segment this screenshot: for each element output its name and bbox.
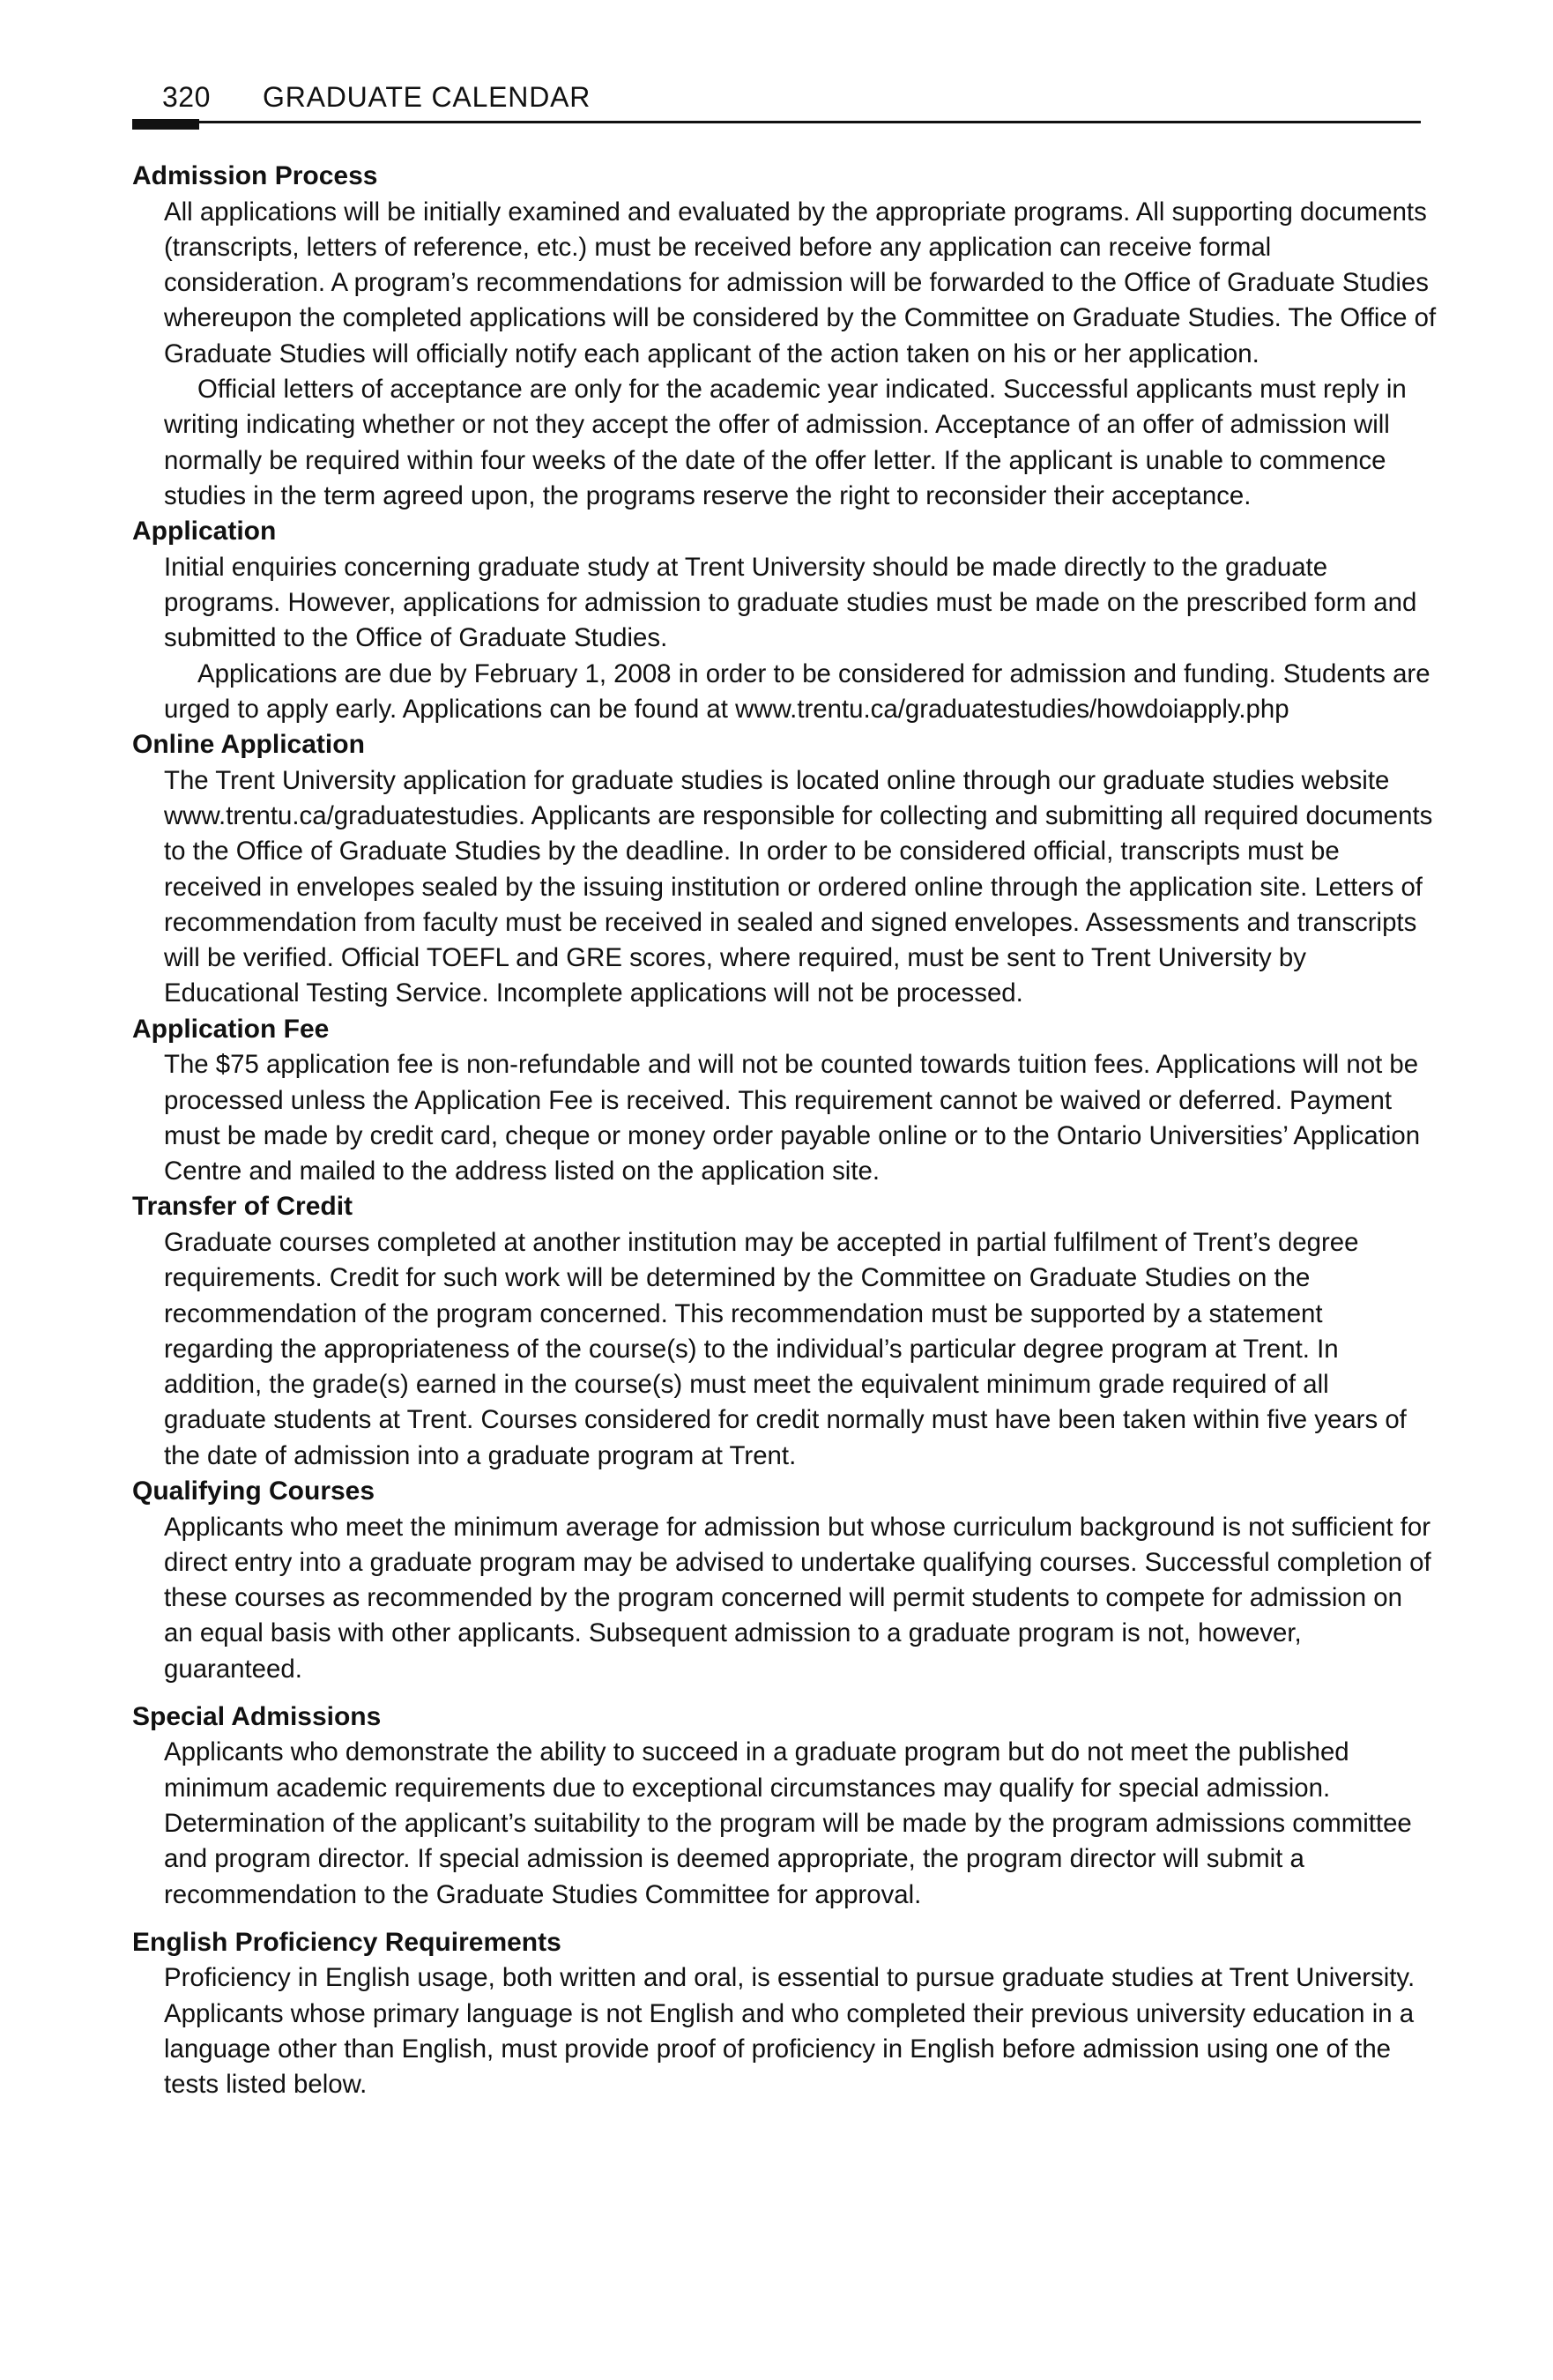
section-paragraph: The $75 application fee is non-refundable and will not be counted towards tuition fees. Applications will not be processed unless the Application Fee is received. This requirement cannot be waived or deferred. Payment must be made by credit card, cheque or money order payable online or to the Ontario Universities’ Application Centre and mailed to the address listed on the application site.: [164, 1050, 1421, 1186]
section-transfer-of-credit: [132, 1189, 1437, 1474]
section-online-application: [132, 727, 1437, 1012]
section-heading: Application: [132, 517, 277, 547]
section-special-admissions: [132, 1699, 1437, 1913]
section-paragraph: Official letters of acceptance are only for the academic year indicated. Successful applicants must reply in writing indicating whether or not they accept the offer of admission. Acceptance of an offer of admission will normally be required within four weeks of the date of the offer letter. If the applicant is unable to commence studies in the term agreed upon, the programs reserve the right to reconsider their acceptance.: [164, 374, 1407, 510]
running-header: [132, 81, 1421, 127]
running-title: GRADUATE CALENDAR: [263, 81, 591, 113]
page-number: 320: [162, 81, 211, 113]
section-paragraph: Initial enquiries concerning graduate study at Trent University should be made directly to the graduate programs. However, applications for admission to graduate studies must be made on the prescribed form and submitted to the Office of Graduate Studies.: [164, 552, 1417, 653]
section-application: [132, 514, 1437, 727]
section-heading: Admission Process: [132, 161, 378, 190]
section-paragraph: The Trent University application for graduate studies is located online through our graduate studies website www.trentu.ca/graduatestudies. Applicants are responsible for collecting and submitting all required documents to the Office of Graduate Studies by the deadline. In order to be considered official, transcripts must be received in envelopes sealed by the issuing institution or ordered online through the application site. Letters of recommendation from faculty must be received in sealed and signed envelopes. Assessments and transcripts will be verified. Official TOEFL and GRE scores, where required, must be sent to Trent University by Educational Testing Service. Incomplete applications will not be processed.: [164, 765, 1433, 1008]
section-paragraph: All applications will be initially examined and evaluated by the appropriate programs. All supporting documents (transcripts, letters of reference, etc.) must be received before any application can receive formal consideration. A program’s recommendations for admission will be forwarded to the Office of Graduate Studies whereupon the completed applications will be considered by the Committee on Graduate Studies. The Office of Graduate Studies will officially notify each applicant of the action taken on his or her application.: [164, 197, 1437, 368]
header-tab-marker: [132, 119, 199, 130]
section-heading: English Proficiency Requirements: [132, 1927, 561, 1957]
section-qualifying-courses: [132, 1474, 1437, 1687]
section-heading: Application Fee: [132, 1014, 330, 1044]
section-paragraph: Applications are due by February 1, 2008 in order to be considered for admission and funding. Students are urged to apply early. Applications can be found at www.trentu.ca/graduatestudies/howdoiapply.php: [164, 658, 1430, 724]
section-paragraph: Applicants who meet the minimum average for admission but whose curriculum background is not sufficient for direct entry into a graduate program may be advised to undertake qualifying courses. Successful completion of these courses as recommended by the program concerned will permit students to compete for admission on an equal basis with other applicants. Subsequent admission to a graduate program is not, however, guaranteed.: [164, 1512, 1431, 1684]
body-text: [132, 159, 1437, 2103]
header-rule: [132, 121, 1421, 123]
section-heading: Online Application: [132, 730, 365, 760]
section-admission-process: [132, 159, 1437, 514]
section-application-fee: [132, 1012, 1437, 1190]
section-heading: Transfer of Credit: [132, 1192, 353, 1222]
section-paragraph: Applicants who demonstrate the ability to succeed in a graduate program but do not meet the published minimum academic requirements due to exceptional circumstances may qualify for special admission. Determination of the applicant’s suitability to the program will be made by the program admissions committee and program director. If special admission is deemed appropriate, the program director will submit a recommendation to the Graduate Studies Committee for approval.: [164, 1737, 1412, 1909]
section-english-proficiency: [132, 1925, 1437, 2103]
section-paragraph: Proficiency in English usage, both written and oral, is essential to pursue graduate studies at Trent University. Applicants whose primary language is not English and who completed their previous university education in a language other than English, must provide proof of proficiency in English before admission using one of the tests listed below.: [164, 1963, 1416, 2100]
section-heading: Special Admissions: [132, 1701, 382, 1731]
section-heading: Qualifying Courses: [132, 1476, 375, 1506]
section-paragraph: Graduate courses completed at another institution may be accepted in partial fulfilment of Trent’s degree requirements. Credit for such work will be determined by the Committee on Graduate Studies on the recommendation of the program concerned. This recommendation must be supported by a statement regarding the appropriateness of the course(s) to the individual’s particular degree program at Trent. In addition, the grade(s) earned in the course(s) must meet the equivalent minimum grade required of all graduate students at Trent. Courses considered for credit normally must have been taken within five years of the date of admission into a graduate program at Trent.: [164, 1227, 1407, 1470]
